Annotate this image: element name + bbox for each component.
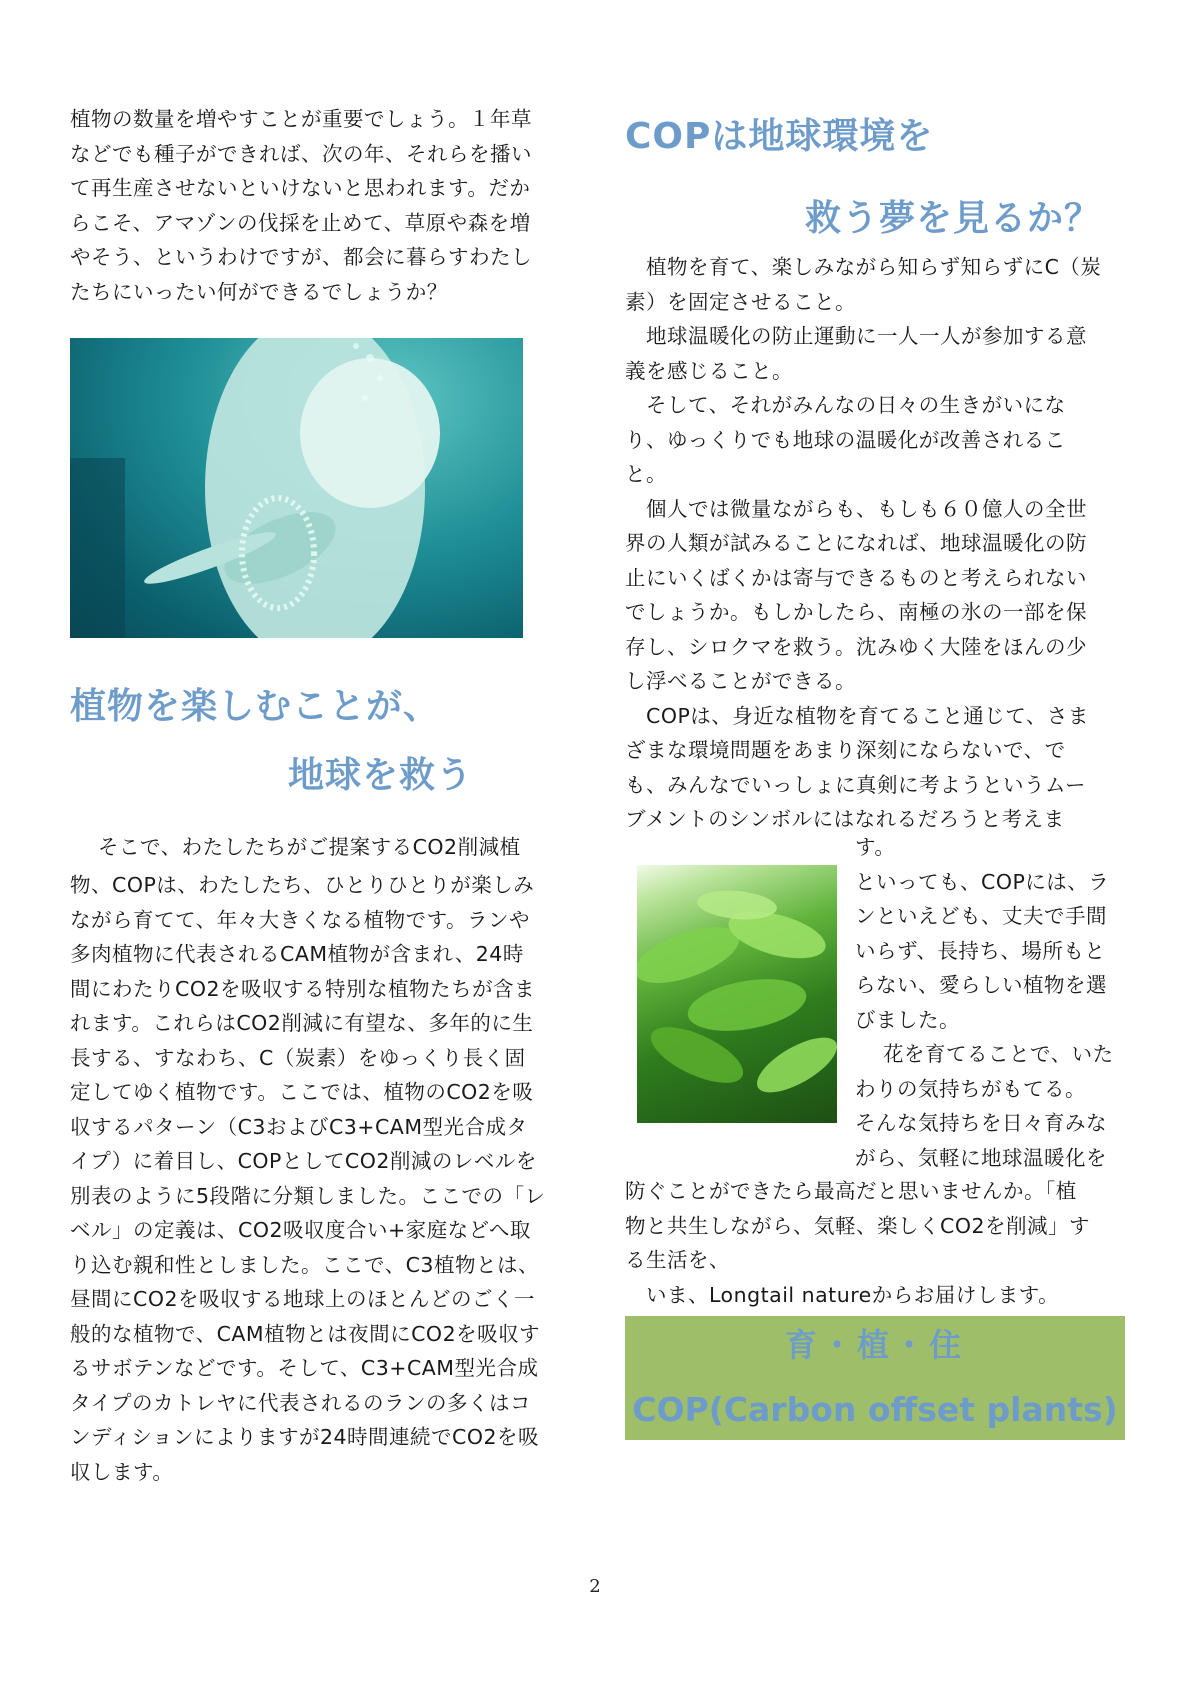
leaves-photo [637,865,837,1123]
beluga-photo [70,338,523,638]
page-number: 2 [589,1576,601,1597]
left-body-paragraph: 物、COPは、わたしたち、ひとりひとりが楽しみ ながら育てて、年々大きくなる植物です。ランや 多肉植物に代表されるCAM植物が含まれ、24時 間にわたりCO2を吸収する特別な植物たちが含ま れます。これらはCO2削減に有望な、多年的に生 長する、すなわち、C（炭素）をゆっくり長く固 定してゆく植物です。ここでは、植物のCO2を吸 収するパターン（C3およびC3+CAM型光合成タ イプ）に着目し、COPとしてCO2削減のレベルを 別表のように5段階に分類しました。ここでの「レ ベル」の定義は、CO2吸収度合い+家庭などへ取 り込む親和性としました。ここで、C3植物とは、 昼間にCO2を吸収する地球上のほとんどのごく一 般的な植物で、CAM植物とは夜間にCO2を吸収す るサボテンなどです。そして、C3+CAM型光合成 タイプのカトレヤに代表されるのランの多くはコ ンディションによりますが24時間連続でCO2を吸 収します。 [70,873,546,1484]
banner-tagline: 育・植・住 [784,1326,965,1364]
intro-paragraph: 植物の数量を増やすことが重要でしょう。１年草 などでも種子ができれば、次の年、それらを播い て再生産させないといけないと思われます。だか らこそ、アマゾンの伐採を止めて、草原や森を増 やそう、というわけですが、都会に暮らすわたし たちにいったい何ができるでしょうか？ [70,107,532,304]
left-body-first-line: そこで、わたしたちがご提案するCO2削減植 [70,835,521,859]
cop-banner [625,1316,1125,1440]
right-heading-line2: 救う夢を見るか？ [805,198,1102,239]
right-wrap-text: す。 といっても、COPには、ラ ンといえども、丈夫で手間 いらず、長持ち、場所もと らない、愛らしい植物を選 びました。 花を育てることで、いた わりの気持ちがもてる。 そんな気持ちを日々育みな がら、気軽に地球温暖化を [855,835,1114,1170]
leaves-illustration [637,865,837,1123]
left-heading-line1: 植物を楽しむことが、 [70,686,441,727]
right-heading-line1: COPは地球環境を [625,116,934,157]
beluga-illustration [70,338,523,638]
right-closing-paragraph: 防ぐことができたら最高だと思いませんか。「植 物と共生しながら、気軽、楽しくCO2を削減」す る生活を、 いま、Longtail natureからお届けします。 [625,1179,1090,1307]
right-body-paragraph: 植物を育て、楽しみながら知らず知らずにC（炭 素）を固定させること。 地球温暖化の防止運動に一人一人が参加する意 義を感じること。 そして、それがみんなの日々の生きがいにな り、ゆっくりでも地球の温暖化が改善されるこ と。 個人では微量ながらも、もしも６０億人の全世 界の人類が試みることになれば、地球温暖化の防 止にいくばくかは寄与できるものと考えられない でしょうか。もしかしたら、南極の氷の一部を保 存し、シロクマを救う。沈みゆく大陸をほんの少 し浮べることができる。 COPは、身近な植物を育てること通じて、さま ざまな環境問題をあまり深刻にならないで、で も、みんなでいっしょに真剣に考ようというムー ブメントのシンボルにはなれるだろうと考えま [625,255,1102,831]
left-heading-line2: 地球を救う [288,755,474,796]
banner-title: COP(Carbon offset plants) [632,1390,1118,1429]
